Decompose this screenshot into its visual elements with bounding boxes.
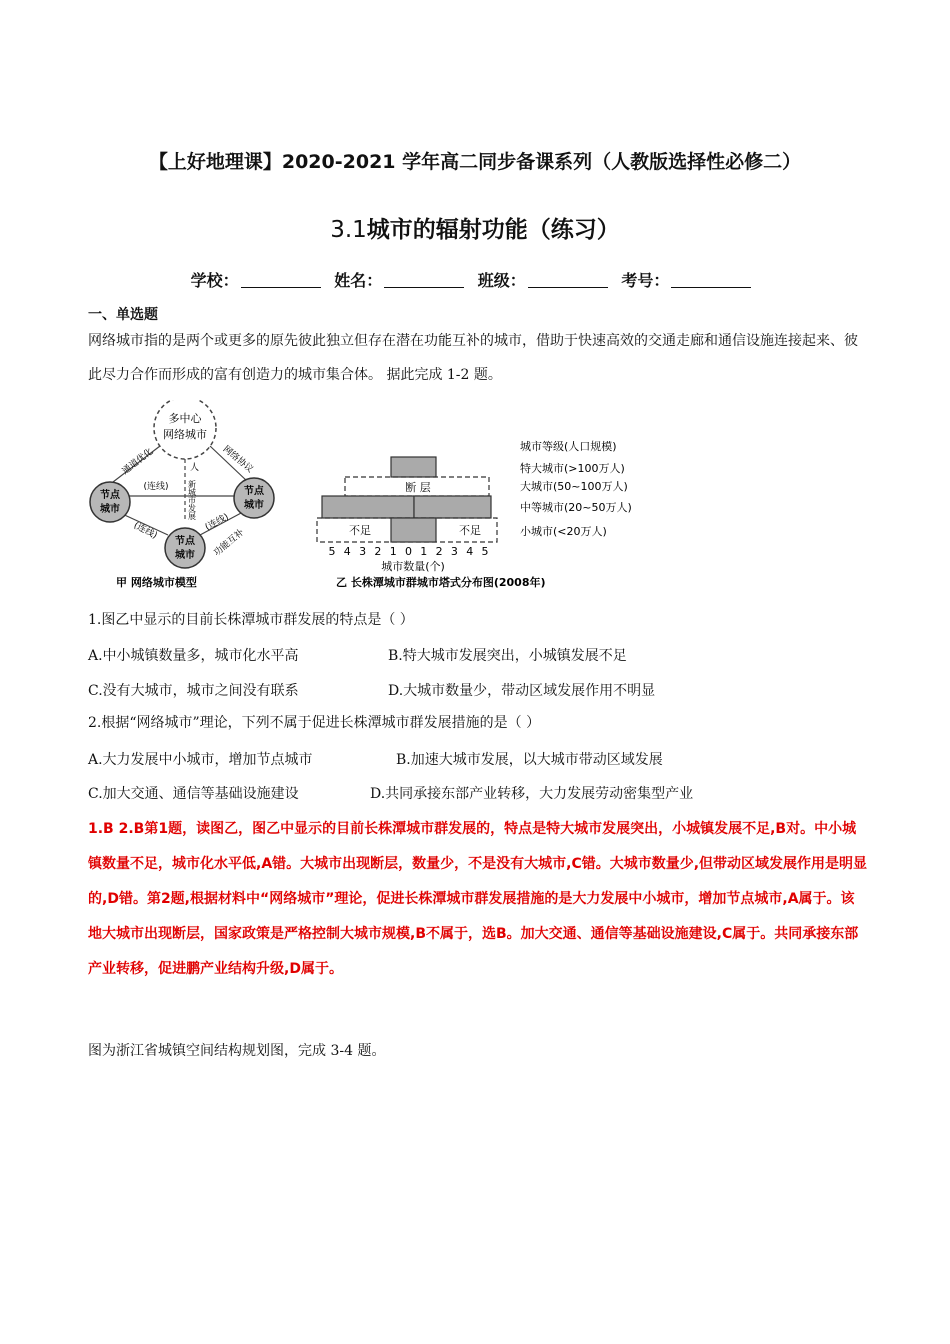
exam-no-label: 考号： bbox=[621, 271, 670, 290]
x-tick-7: 2 bbox=[435, 545, 443, 558]
mid-top-label: 人 bbox=[190, 463, 200, 473]
edge-label-br: 功能互补 bbox=[212, 527, 247, 559]
x-tick-0: 5 bbox=[328, 545, 336, 558]
x-tick-10: 5 bbox=[481, 545, 489, 558]
tower-distribution-chart bbox=[317, 439, 632, 589]
q2-option-d: D.共同承接东部产业转移，大力发展劳动密集型产业 bbox=[370, 786, 694, 802]
question-1-stem: 1.图乙中显示的目前长株潭城市群发展的特点是（ ） bbox=[88, 612, 414, 628]
legend-level-4: 小城市(<20万人) bbox=[520, 525, 607, 538]
legend-level-1: 特大城市(>100万人) bbox=[520, 462, 625, 475]
next-question-intro: 图为浙江省城镇空间结构规划图，完成 3-4 题。 bbox=[88, 1043, 386, 1059]
legend-title: 城市等级(人口规模) bbox=[520, 440, 617, 453]
x-tick-4: 1 bbox=[389, 545, 397, 558]
edge-label-tl: 通道优化 bbox=[120, 446, 156, 477]
series-header: 【上好地理课】2020-2021 学年高二同步备课系列（人教版选择性必修二） bbox=[148, 151, 802, 173]
bar-medium-right bbox=[414, 496, 491, 518]
x-tick-5: 0 bbox=[405, 545, 412, 558]
short-right-label: 不足 bbox=[459, 524, 481, 537]
x-tick-9: 4 bbox=[466, 545, 474, 558]
mid-vertical-label: 新城市发展 bbox=[187, 480, 197, 520]
question-figure bbox=[88, 400, 678, 600]
title-number: 3.1 bbox=[330, 217, 367, 243]
right-caption: 乙 长株潭城市群城市塔式分布图(2008年) bbox=[336, 576, 546, 589]
legend-level-3: 中等城市(20~50万人) bbox=[520, 501, 632, 514]
gap-label: 断 层 bbox=[405, 481, 431, 494]
short-left-label: 不足 bbox=[349, 524, 371, 537]
class-label: 班级： bbox=[477, 271, 526, 290]
q2-option-c: C.加大交通、通信等基础设施建设 bbox=[88, 786, 299, 802]
q1-option-d: D.大城市数量少，带动区域发展作用不明显 bbox=[388, 683, 656, 699]
name-blank bbox=[384, 273, 464, 288]
center-label-2: 网络城市 bbox=[163, 428, 207, 441]
q1-option-c: C.没有大城市，城市之间没有联系 bbox=[88, 683, 299, 699]
x-tick-3: 2 bbox=[374, 545, 382, 558]
name-label: 姓名： bbox=[334, 271, 383, 290]
q2-option-b: B.加速大城市发展，以大城市带动区域发展 bbox=[396, 752, 663, 768]
q1-option-a: A.中小城镇数量多，城市化水平高 bbox=[88, 648, 299, 664]
x-tick-6: 1 bbox=[420, 545, 428, 558]
school-label: 学校： bbox=[190, 271, 239, 290]
class-blank bbox=[528, 273, 608, 288]
node-left-label-2: 城市 bbox=[100, 504, 120, 515]
x-tick-1: 4 bbox=[343, 545, 351, 558]
node-bottom-label-1: 节点 bbox=[175, 536, 195, 547]
center-label-1: 多中心 bbox=[168, 412, 202, 425]
x-axis-ticks bbox=[329, 545, 489, 558]
node-right bbox=[234, 478, 274, 518]
left-caption: 甲 网络城市模型 bbox=[116, 576, 197, 589]
school-blank bbox=[241, 273, 321, 288]
node-left-label-1: 节点 bbox=[100, 490, 120, 501]
intro-paragraph: 网络城市指的是两个或更多的原先彼此独立但存在潜在功能互补的城市，借助于快速高效的交通走廊和通信设施连接起来、彼此尽力合作而形成的富有创造力的城市集合体。 据此完成 1-2 题。 bbox=[88, 333, 858, 383]
node-bottom-label-2: 城市 bbox=[175, 550, 195, 561]
q1-option-b: B.特大城市发展突出，小城镇发展不足 bbox=[388, 648, 627, 664]
node-right-label-1: 节点 bbox=[244, 486, 264, 497]
link-label-bl: (连线) bbox=[131, 520, 159, 542]
node-right-label-2: 城市 bbox=[244, 500, 264, 511]
exam-no-blank bbox=[671, 273, 751, 288]
link-label-br: (连线) bbox=[203, 512, 231, 533]
title-text: 城市的辐射功能（练习） bbox=[366, 217, 620, 243]
answer-explanation: 1.B 2.B第1题，读图乙，图乙中显示的目前长株潭城市群发展的，特点是特大城市发展突出，小城镇发展不足,B对。中小城镇数量不足，城市化水平低,A错。大城市出现断层，数量少，不是没有大城市,C错。大城市数量少,但带动区域发展作用是明显的,D错。第2题,根据材料中“网络城市”理论，促进长株潭城市群发展措施的是大力发展中小城市，增加节点城市,A属于。该地大城市出现断层，国家政策是严格控制大城市规模,B不属于，选B。加大交通、通信等基础设施建设,C属于。共同承接东部产业转移，促进鹏产业结构升级,D属于。 bbox=[88, 821, 868, 977]
bar-megacity bbox=[391, 457, 436, 477]
student-info-line bbox=[0, 268, 950, 291]
q2-option-a: A.大力发展中小城市，增加节点城市 bbox=[88, 752, 313, 768]
page-title bbox=[0, 211, 950, 244]
link-label-h: (连线) bbox=[143, 482, 169, 492]
question-2-stem: 2.根据“网络城市”理论，下列不属于促进长株潭城市群发展措施的是（ ） bbox=[88, 715, 541, 731]
x-axis-label: 城市数量(个) bbox=[381, 560, 445, 573]
x-tick-2: 3 bbox=[359, 545, 367, 558]
node-left bbox=[90, 482, 130, 522]
network-city-model bbox=[90, 400, 274, 589]
x-tick-8: 3 bbox=[450, 545, 458, 558]
node-bottom bbox=[165, 528, 205, 568]
bar-small-core bbox=[391, 518, 436, 542]
edge-label-tr: 网络协议 bbox=[220, 444, 255, 476]
bar-medium-left bbox=[322, 496, 414, 518]
legend-level-2: 大城市(50~100万人) bbox=[520, 480, 628, 493]
section-title: 一、单选题 bbox=[88, 307, 158, 323]
